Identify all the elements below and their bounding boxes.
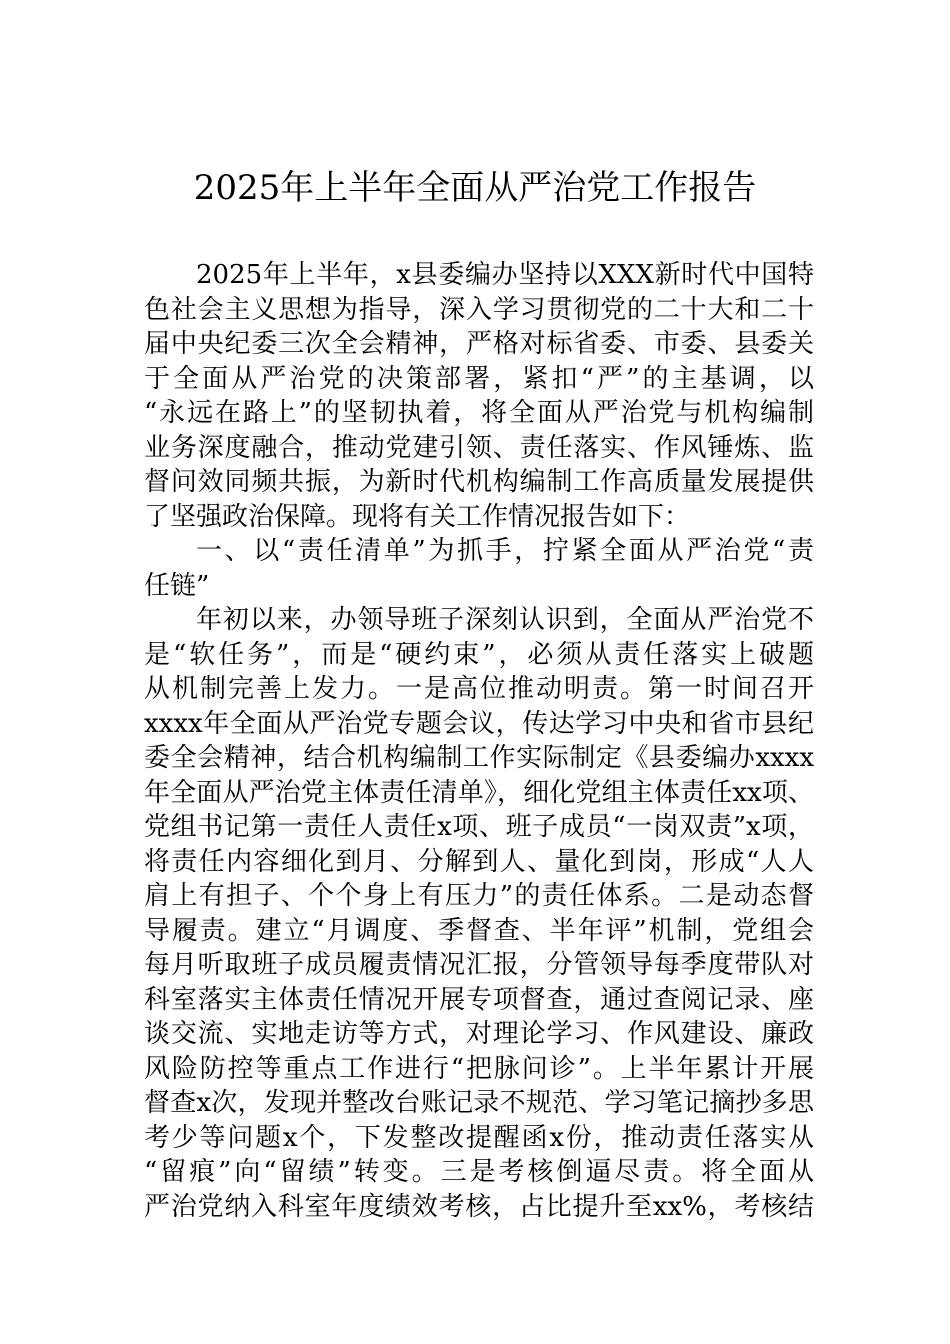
text-line: 谈交流、实地走访等方式，对理论学习、作风建设、廉政: [144, 1019, 814, 1049]
text-line: 严治党纳入科室年度绩效考核，占比提升至xx%，考核结: [144, 1191, 814, 1222]
text-line: xxxx年全面从严治党专题会议，传达学习中央和省市县纪: [144, 708, 814, 739]
heading-line: 任链”: [144, 570, 210, 601]
text-line: 2025年上半年，x县委编办坚持以XXX新时代中国特: [196, 260, 814, 290]
text-line: 年初以来，办领导班子深刻认识到，全面从严治党不: [196, 605, 814, 635]
text-line: 从机制完善上发力。一是高位推动明责。第一时间召开: [144, 674, 814, 704]
text-line: 业务深度融合，推动党建引领、责任落实、作风锤炼、监: [144, 432, 814, 463]
intro-paragraph: [144, 258, 814, 534]
text-line: 风险防控等重点工作进行“把脉问诊”。上半年累计开展: [144, 1053, 814, 1084]
text-line: 党组书记第一责任人责任x项、班子成员“一岗双责”x项，: [144, 812, 814, 842]
text-line: 了坚强政治保障。现将有关工作情况报告如下：: [144, 501, 691, 532]
heading-line: 一、以“责任清单”为抓手，拧紧全面从严治党“责: [196, 536, 814, 566]
text-line: 委全会精神，结合机构编制工作实际制定《县委编办xxxx: [144, 743, 814, 773]
document-body: [144, 258, 814, 1224]
text-line: “留痕”向“留绩”转变。三是考核倒逼尽责。将全面从: [144, 1157, 814, 1187]
text-line: 考少等问题x个，下发整改提醒函x份，推动责任落实从: [144, 1122, 814, 1153]
text-line: 将责任内容细化到月、分解到人、量化到岗，形成“人人: [144, 846, 814, 877]
text-line: “永远在路上”的坚韧执着，将全面从严治党与机构编制: [144, 398, 814, 428]
text-line: 督问效同频共振，为新时代机构编制工作高质量发展提供: [144, 467, 814, 497]
section-paragraph: [144, 603, 814, 1224]
text-line: 督查x次，发现并整改台账记录不规范、学习笔记摘抄多思: [144, 1088, 814, 1118]
text-line: 科室落实主体责任情况开展专项督查，通过查阅记录、座: [144, 984, 814, 1015]
text-line: 导履责。建立“月调度、季督查、半年评”机制，党组会: [144, 915, 814, 946]
section-heading: [144, 534, 814, 603]
text-line: 届中央纪委三次全会精神，严格对标省委、市委、县委关: [144, 329, 814, 359]
text-line: 色社会主义思想为指导，深入学习贯彻党的二十大和二十: [144, 294, 814, 325]
text-line: 肩上有担子、个个身上有压力”的责任体系。二是动态督: [144, 881, 814, 911]
document-title: 2025年上半年全面从严治党工作报告: [193, 168, 757, 208]
text-line: 是“软任务”，而是“硬约束”，必须从责任落实上破题: [144, 639, 814, 670]
text-line: 于全面从严治党的决策部署，紧扣“严”的主基调，以: [144, 363, 814, 394]
text-line: 年全面从严治党主体责任清单》，细化党组主体责任xx项、: [144, 777, 814, 808]
text-line: 每月听取班子成员履责情况汇报，分管领导每季度带队对: [144, 950, 814, 980]
